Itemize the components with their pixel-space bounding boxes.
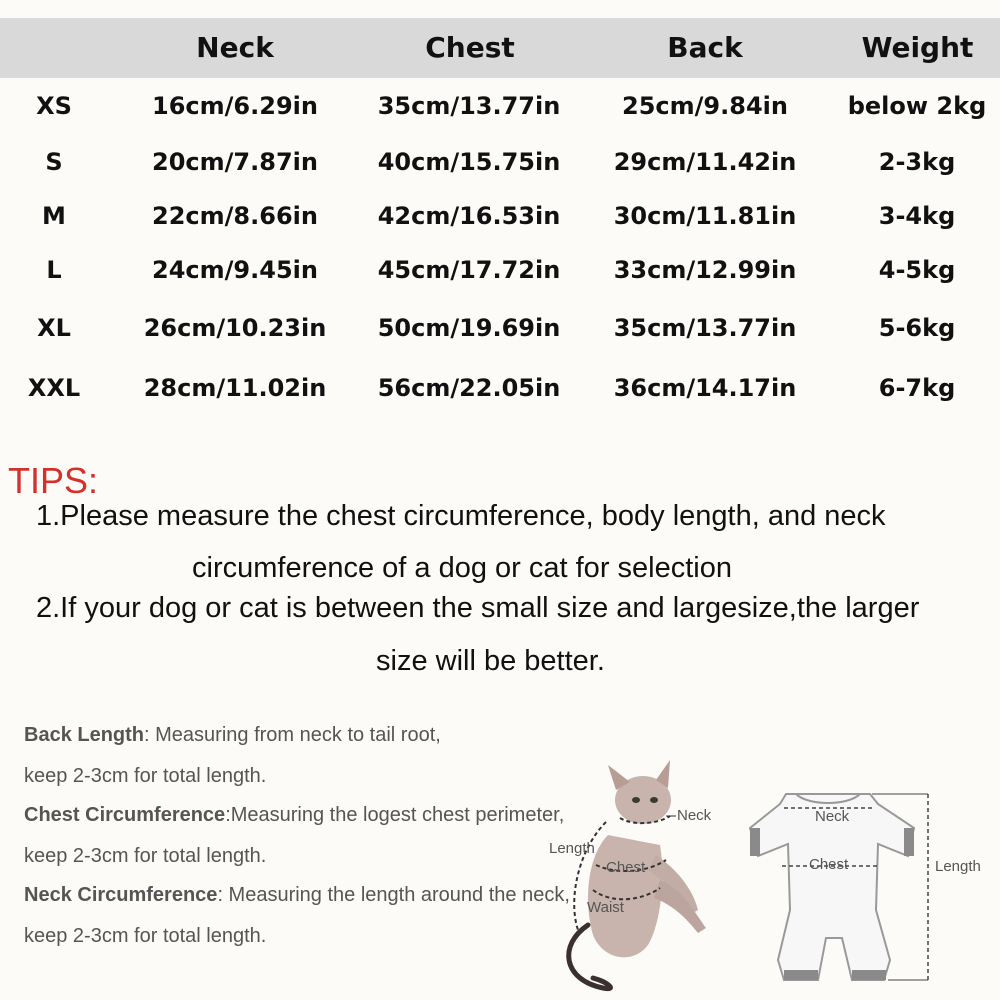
garment-chest-label: Chest [809,856,849,873]
cat-length-label: Length [549,840,595,857]
tip-line-4: size will be better. [376,645,605,677]
header-back: Back [667,31,743,64]
table-cell: below 2kg [847,92,987,120]
cat-chest-label: Chest [606,859,646,876]
size-label: S [45,148,63,176]
tips-title: TIPS: [8,460,99,501]
neck-circumference-text: Neck Circumference: Measuring the length around the neck, [24,884,570,906]
table-cell: 30cm/11.81in [613,202,797,230]
size-label: L [46,256,62,284]
table-cell: 5-6kg [878,314,956,342]
size-label: M [42,202,66,230]
back-length-text: Back Length: Measuring from neck to tail root, [24,724,441,746]
keep-note-2: keep 2-3cm for total length. [24,845,267,867]
table-cell: 4-5kg [878,256,956,284]
cat-neck-label: Neck [677,807,712,824]
header-weight: Weight [861,31,974,64]
table-cell: 35cm/13.77in [613,314,797,342]
tip-line-3: 2.If your dog or cat is between the small size and largesize,the larger [36,592,920,624]
size-label: XL [37,314,71,342]
table-cell: 24cm/9.45in [152,256,318,284]
back-length-label: Back Length [24,724,145,746]
size-label: XXL [27,374,81,402]
neck-circumference-label: Neck Circumference [24,884,218,906]
chest-circumference-text: Chest Circumference:Measuring the logest chest perimeter, [24,804,565,826]
garment-length-label: Length [935,858,981,875]
header-neck: Neck [196,31,274,64]
chest-circumference-label: Chest Circumference [24,804,226,826]
table-cell: 42cm/16.53in [377,202,561,230]
tip-line-2: circumference of a dog or cat for selection [192,552,732,584]
table-cell: 20cm/7.87in [152,148,318,176]
table-cell: 29cm/11.42in [613,148,797,176]
keep-note-3: keep 2-3cm for total length. [24,925,267,947]
table-cell: 6-7kg [878,374,956,402]
table-cell: 25cm/9.84in [622,92,788,120]
garment-neck-label: Neck [815,808,850,825]
table-cell: 56cm/22.05in [377,374,561,402]
tip-line-1: 1.Please measure the chest circumference, body length, and neck [36,500,886,532]
cat-waist-label: Waist [587,899,624,916]
keep-note-1: keep 2-3cm for total length. [24,765,267,787]
table-cell: 22cm/8.66in [152,202,318,230]
table-cell: 2-3kg [878,148,956,176]
header-chest: Chest [425,31,515,64]
table-cell: 28cm/11.02in [143,374,327,402]
table-cell: 36cm/14.17in [613,374,797,402]
cat-illustration [548,760,738,995]
table-cell: 45cm/17.72in [377,256,561,284]
table-cell: 26cm/10.23in [143,314,327,342]
size-label: XS [36,92,72,120]
table-cell: 3-4kg [878,202,956,230]
table-cell: 33cm/12.99in [613,256,797,284]
table-cell: 40cm/15.75in [377,148,561,176]
table-cell: 16cm/6.29in [152,92,318,120]
table-cell: 35cm/13.77in [377,92,561,120]
table-cell: 50cm/19.69in [377,314,561,342]
